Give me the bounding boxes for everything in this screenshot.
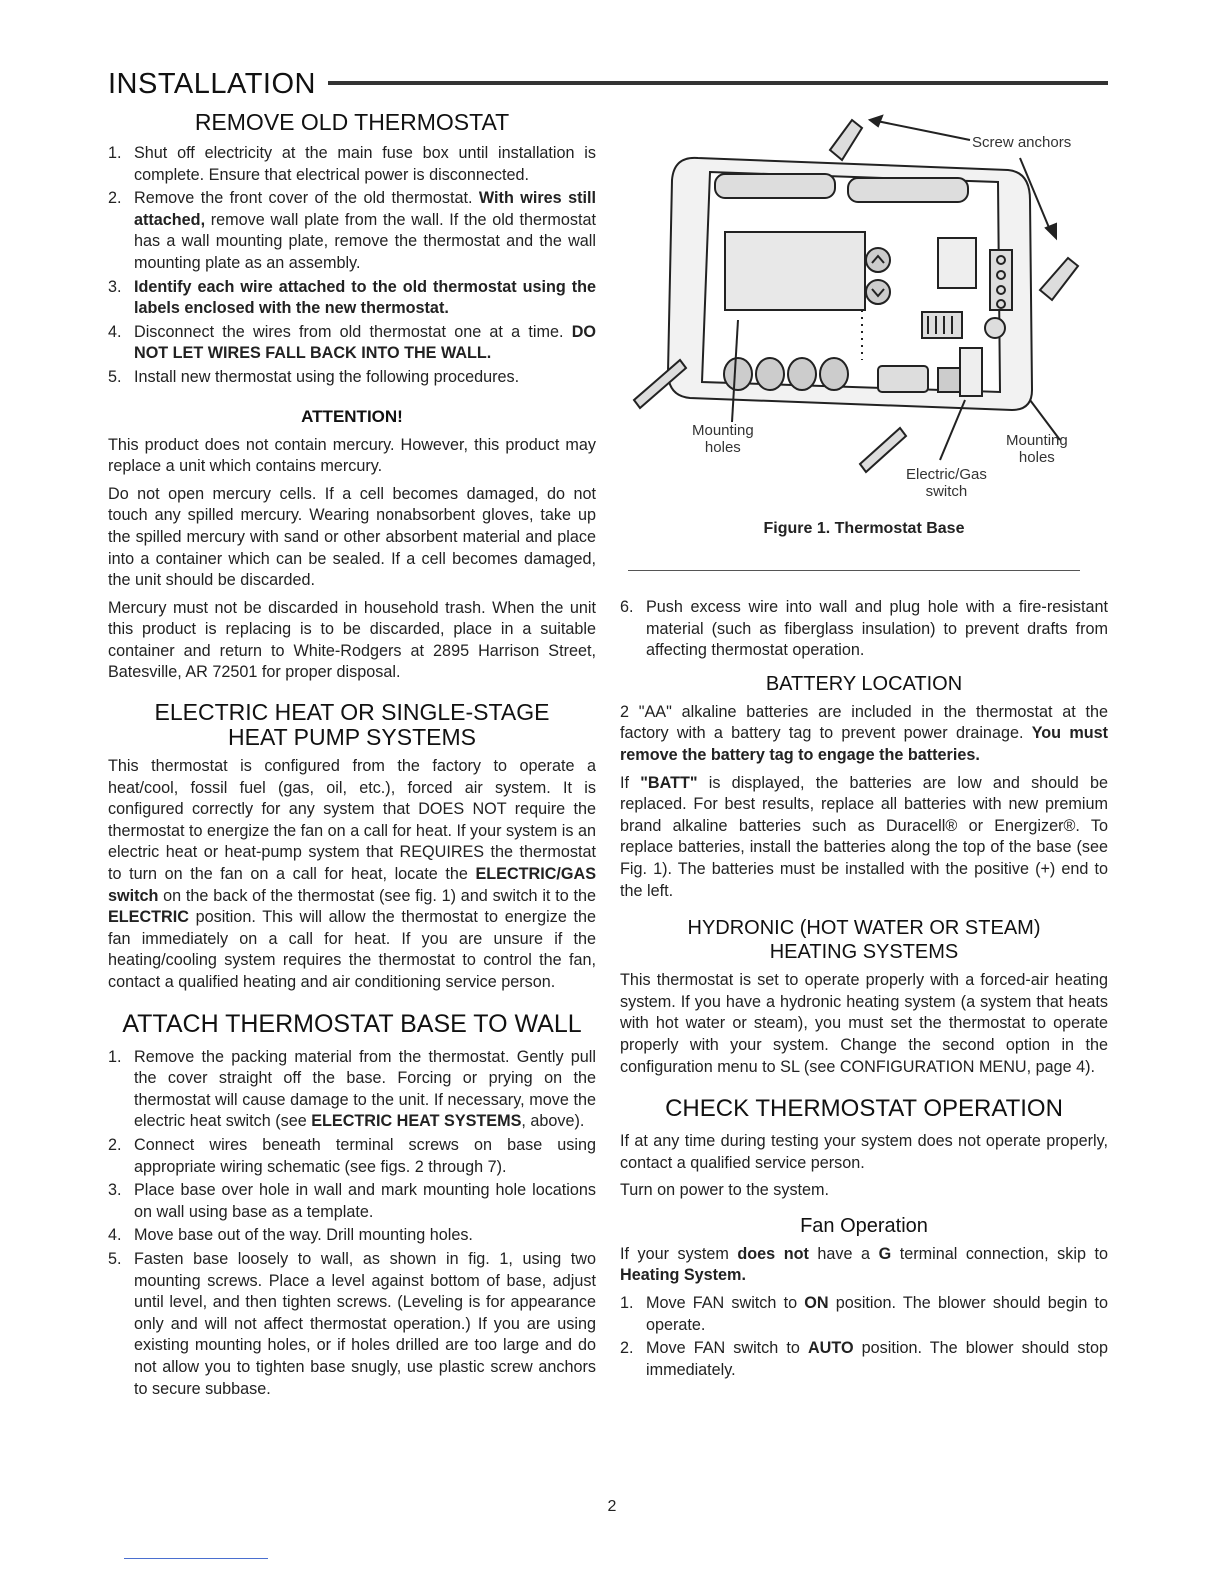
list-item: [620, 1293, 1108, 1336]
hydronic-heading: [620, 916, 1108, 964]
electric-heat-heading-line2: HEAT PUMP SYSTEMS: [228, 724, 476, 751]
battery-location-heading: BATTERY LOCATION: [765, 672, 963, 695]
bold-text: "BATT": [640, 773, 698, 792]
bold-text: Heating System.: [620, 1266, 746, 1285]
battery-paragraph-1: [620, 702, 1108, 767]
list-item: [108, 1249, 596, 1400]
text-run: Install new thermostat using the following procedures.: [134, 367, 520, 386]
step-number: 2.: [108, 189, 122, 208]
text-run: Place base over hole in wall and mark mounting hole locations on wall using base as a template.: [134, 1181, 596, 1221]
text-run: position. The blower should stop immediately.: [646, 1339, 1108, 1379]
list-item: [108, 188, 596, 274]
bold-text: With wires still attached,: [134, 189, 597, 229]
list-item: [108, 1047, 596, 1133]
attention-paragraph: This product does not contain mercury. However, this product may replace a unit which contains mercury.: [108, 435, 596, 476]
step-number: 2.: [620, 1339, 634, 1358]
fan-steps: [620, 1293, 1108, 1381]
electric-heat-paragraph: [108, 756, 596, 994]
title-rule: [328, 81, 1108, 85]
step-number: 5.: [108, 367, 122, 386]
check-paragraph-2: Turn on power to the system.: [620, 1181, 830, 1200]
remove-old-thermostat-heading: REMOVE OLD THERMOSTAT: [194, 109, 510, 135]
bold-text: DO NOT LET WIRES FALL BACK INTO THE WALL.: [134, 322, 596, 363]
bold-text: ELECTRIC HEAT SYSTEMS: [311, 1112, 522, 1131]
page-number: 2: [607, 1498, 617, 1515]
electric-heat-heading: [108, 700, 596, 750]
label-mounting-right-line2: holes: [1018, 449, 1055, 466]
text-run: If: [620, 773, 641, 792]
list-item: [108, 322, 596, 365]
figure-caption: Figure 1. Thermostat Base: [763, 520, 965, 537]
text-run: is displayed, the batteries are low and should be replaced. For best results, replace all batteries with new premium brand alkaline batteries such as Duracell® or Energizer®. To replace batteries, install the batteries along the top of the base (see Fig. 1). The batteries must be installed with the positive (+) end to the left.: [620, 773, 1109, 900]
step-number: 3.: [108, 277, 122, 296]
bold-text: ELECTRIC/GAS switch: [108, 865, 596, 905]
text-run: Fasten base loosely to wall, as shown in fig. 1, using two mounting screws. Place a level against bottom of base, adjust until level, and then tighten screws. (Leveling is for appearance only and will not affect thermostat operation.) If you are using existing mounting holes, or if holes drilled are too large and do not allow you to tighten base snugly, use plastic screw anchors to secure subbase.: [134, 1249, 596, 1398]
step-number: 4.: [108, 322, 122, 341]
list-item: [108, 367, 596, 389]
battery-paragraph-2: [620, 773, 1108, 903]
hydronic-paragraph: This thermostat is set to operate properly with a forced-air heating system. If you have a hydronic heating system (a system that heats with hot water or steam), you must set the thermostat to operate properly with your system. Change the second option in the configuration menu to SL (see CONFIGURATION MENU, page 4).: [620, 971, 1108, 1076]
bold-text: does not: [737, 1244, 809, 1263]
text-run: Push excess wire into wall and plug hole with a fire-resistant material (such as fiberglass insulation) to prevent drafts from affecting thermostat operation.: [646, 598, 1108, 660]
text-run: have a: [808, 1244, 879, 1263]
text-run: on the back of the thermostat (see fig. 1) and switch it to the: [158, 886, 596, 905]
hydronic-heading-line1: HYDRONIC (HOT WATER OR STEAM): [687, 917, 1041, 940]
section-title: INSTALLATION: [108, 68, 316, 100]
list-item: [108, 143, 596, 186]
list-item: [620, 1338, 1108, 1381]
step-number: 2.: [108, 1135, 122, 1154]
text-run: position. The blower should begin to operate.: [646, 1294, 1109, 1334]
bold-text: G: [878, 1244, 892, 1263]
step-number: 5.: [108, 1249, 122, 1268]
check-paragraph-1: If at any time during testing your system does not operate properly, contact a qualified service person.: [620, 1132, 1108, 1172]
list-item: [108, 1135, 596, 1178]
step-6: [620, 597, 1108, 662]
attention-heading: ATTENTION!: [301, 406, 403, 426]
bold-text: AUTO: [807, 1339, 854, 1358]
label-mounting-right-line1: Mounting: [1006, 432, 1068, 449]
text-run: Remove the front cover of the old thermostat.: [134, 189, 479, 208]
fan-intro: [620, 1244, 1108, 1287]
label-screw-anchors: Screw anchors: [972, 134, 1072, 151]
attach-base-heading: ATTACH THERMOSTAT BASE TO WALL: [122, 1009, 582, 1038]
text-run: Disconnect the wires from old thermostat one at a time.: [134, 322, 572, 341]
step-number: 3.: [108, 1181, 122, 1200]
label-mounting-left-line2: holes: [704, 439, 741, 456]
text-run: Move base out of the way. Drill mounting holes.: [134, 1226, 473, 1245]
label-mounting-holes-right: [1006, 432, 1068, 466]
label-switch-line1: Electric/Gas: [906, 466, 987, 483]
right-column: [620, 110, 1108, 1387]
label-mounting-holes-left: [692, 422, 754, 456]
list-item: [108, 1225, 596, 1247]
text-run: terminal connection, skip to: [891, 1244, 1108, 1263]
step-6-list: [620, 597, 1108, 662]
bold-text: You must remove the battery tag to engage the batteries.: [620, 724, 1108, 764]
step-number: 1.: [108, 1047, 122, 1066]
label-switch-line2: switch: [925, 483, 968, 500]
step-number: 1.: [620, 1294, 634, 1313]
text-run: , above).: [521, 1112, 585, 1131]
label-electric-gas-switch: [906, 466, 987, 500]
step-number: 6.: [620, 598, 634, 616]
left-column: [108, 110, 596, 1406]
text-run: 2 "AA" alkaline batteries are included in the thermostat at the factory with a battery tag to prevent power drainage.: [620, 702, 1108, 743]
text-run: If your system: [620, 1244, 738, 1263]
text-run: Shut off electricity at the main fuse box until installation is complete. Ensure that electrical power is disconnected.: [134, 144, 596, 184]
electric-heat-heading-line1: ELECTRIC HEAT OR SINGLE-STAGE: [154, 699, 550, 726]
text-run: Move FAN switch to: [646, 1294, 805, 1313]
attach-steps: [108, 1047, 596, 1401]
figure-divider: [628, 570, 1080, 571]
text-run: Connect wires beneath terminal screws on base using appropriate wiring schematic (see figs. 2 through 7).: [134, 1135, 596, 1176]
text-run: remove wall plate from the wall. If the old thermostat has a wall mounting plate, remove the thermostat and the wall mounting plate as an assembly.: [134, 210, 596, 272]
step-number: 4.: [108, 1226, 122, 1245]
bold-text: ELECTRIC: [108, 908, 189, 927]
hydronic-heading-line2: HEATING SYSTEMS: [769, 941, 959, 964]
text-run: Remove the packing material from the thermostat. Gently pull the cover straight off the base. Forcing or prying on the thermostat will cause damage to the unit. If necessary, move the electric heat switch (see: [134, 1047, 596, 1131]
check-operation-heading: CHECK THERMOSTAT OPERATION: [665, 1095, 1063, 1123]
step-number: 1.: [108, 144, 122, 162]
attention-paragraph: Mercury must not be discarded in household trash. When the unit this product is replacing is to be discarded, place in a suitable container and return to White-Rodgers at 2895 Harrison Street, Batesville, AR 72501 for proper disposal.: [108, 598, 596, 682]
remove-steps: [108, 143, 596, 389]
text-run: Move FAN switch to: [646, 1339, 808, 1358]
attention-paragraph: Do not open mercury cells. If a cell becomes damaged, do not touch any spilled mercury. Wearing nonabsorbent gloves, take up the spilled mercury with sand or other absorbent material and place into a container which can be sealed. If a cell becomes damaged, the unit should be discarded.: [108, 484, 596, 590]
bold-text: ON: [804, 1294, 829, 1313]
text-run: This thermostat is configured from the factory to operate a heat/cool, fossil fuel (gas, oil, etc.), forced air system. It is configured correctly for any system that DOES NOT require the thermostat to energize the fan on a call for heat. If your system is an electric heat or heat-pump system that REQUIRES the thermostat to turn on the fan on a call for heat, locate the: [108, 757, 596, 884]
list-item: [108, 1180, 596, 1223]
bold-text: Identify each wire attached to the old thermostat using the labels enclosed with the new thermostat.: [134, 277, 596, 318]
text-run: position. This will allow the thermostat to energize the fan immediately on a call for heat. If you are unsure if the heating/cooling system requires the thermostat to control the fan, contact a qualified heating and air conditioning service person.: [108, 908, 596, 991]
label-mounting-left-line1: Mounting: [692, 422, 754, 439]
figure-thermostat-base: [620, 110, 1108, 537]
fan-operation-heading: Fan Operation: [800, 1214, 928, 1237]
bottom-rule: [124, 1558, 268, 1559]
list-item: [108, 277, 596, 320]
